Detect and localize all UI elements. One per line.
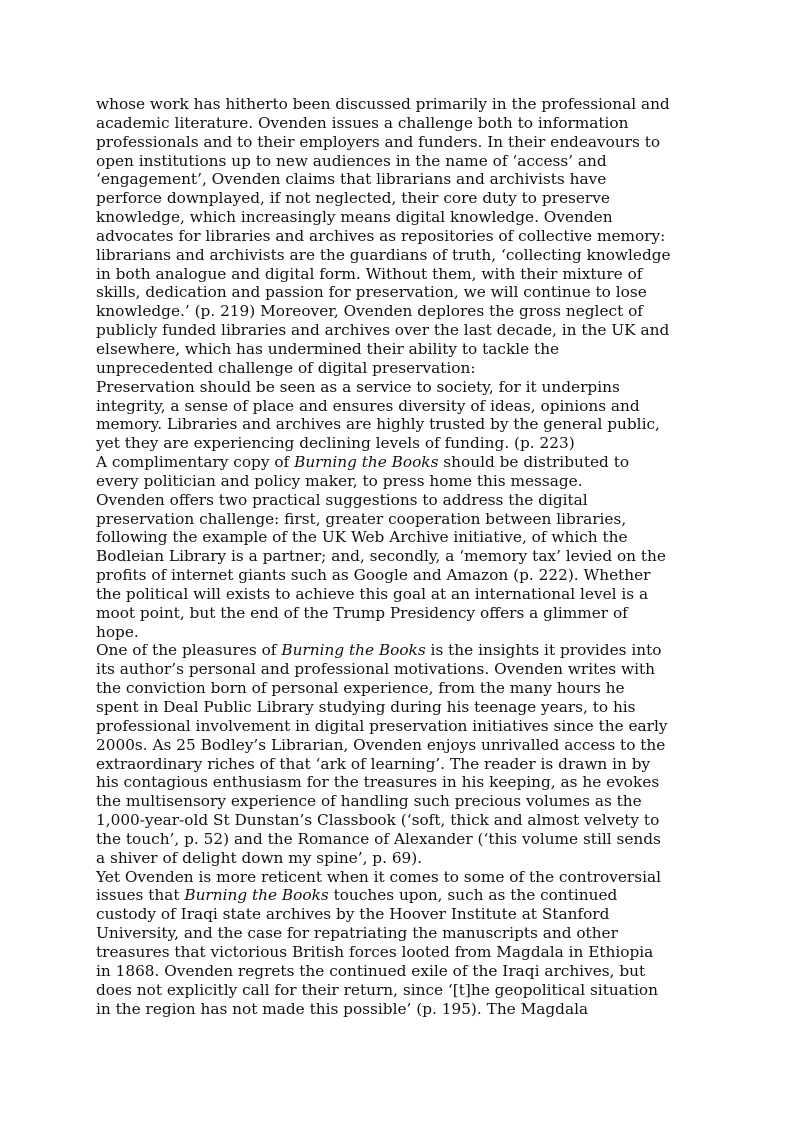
text-line [96,1000,708,1019]
text-line [96,152,708,171]
text-segment: University, and the case for repatriating the manuscripts and other [96,924,618,943]
text-segment: unprecedented challenge of digital preservation: [96,358,476,377]
text-segment: the multisensory experience of handling such precious volumes as the [96,792,642,811]
body-paragraph [96,95,708,378]
document-page [96,95,708,1018]
text-segment: elsewhere, which has undermined their ability to tackle the [96,339,560,358]
text-segment: yet they are experiencing declining levels of funding. (p. 223) [96,434,575,453]
text-line [96,472,708,491]
book-title-italic: Burning the Books [184,886,329,905]
text-segment: perforce downplayed, if not neglected, their core duty to preserve [96,189,610,208]
text-segment: advocates for libraries and archives as repositories of collective memory: [96,226,666,245]
text-segment: academic literature. Ovenden issues a challenge both to information [96,113,629,132]
text-segment: the political will exists to achieve this goal at an international level is a [96,584,649,603]
text-segment: its author’s personal and professional motivations. Ovenden writes with [96,660,655,679]
text-segment: in 1868. Ovenden regrets the continued exile of the Iraqi archives, but [96,961,646,980]
text-segment: the conviction born of personal experience, from the many hours he [96,679,625,698]
text-segment: in both analogue and digital form. Without them, with their mixture of [96,264,643,283]
text-line [96,246,708,265]
text-line [96,321,708,340]
text-segment: in the region has not made this possible’ (p. 195). The Magdala [96,999,589,1018]
body-paragraph [96,378,708,453]
text-line [96,453,708,472]
text-line [96,698,708,717]
text-segment: preservation challenge: first, greater cooperation between libraries, [96,509,627,528]
text-line [96,773,708,792]
text-line [96,905,708,924]
text-segment: knowledge, which increasingly means digital knowledge. Ovenden [96,208,613,227]
text-line [96,133,708,152]
body-paragraph [96,868,708,1019]
text-segment: every politician and policy maker, to press home this message. [96,471,583,490]
book-title-italic: Burning the Books [294,453,439,472]
text-segment: knowledge.’ (p. 219) Moreover, Ovenden deplores the gross neglect of [96,302,643,321]
text-segment: skills, dedication and passion for preservation, we will continue to lose [96,283,647,302]
text-segment: open institutions up to new audiences in the name of ‘access’ and [96,151,607,170]
text-segment: professional involvement in digital preservation initiatives since the early [96,716,668,735]
text-line [96,170,708,189]
text-line [96,510,708,529]
text-segment: integrity, a sense of place and ensures diversity of ideas, opinions and [96,396,640,415]
text-segment: memory. Libraries and archives are highly trusted by the general public, [96,415,660,434]
text-segment: spent in Deal Public Library studying during his teenage years, to his [96,698,636,716]
text-line [96,962,708,981]
text-line [96,943,708,962]
text-line [96,397,708,416]
text-line [96,811,708,830]
body-paragraph [96,491,708,642]
text-line [96,359,708,378]
text-segment: publicly funded libraries and archives over the last decade, in the UK and [96,321,670,340]
text-segment: ‘engagement’, Ovenden claims that librarians and archivists have [96,170,607,189]
text-segment: librarians and archivists are the guardians of truth, ‘collecting knowledge [96,245,671,264]
text-line [96,641,708,660]
text-segment: does not explicitly call for their return, since ‘[t]he geopolitical situation [96,980,658,999]
text-line [96,830,708,849]
text-line [96,415,708,434]
text-segment: extraordinary riches of that ‘ark of learning’. The reader is drawn in by [96,754,651,773]
text-segment: A complimentary copy of [96,453,295,472]
text-line [96,114,708,133]
text-line [96,265,708,284]
text-segment: should be distributed to [438,453,630,472]
text-segment: a shiver of delight down my spine’, p. 69). [96,848,423,867]
text-segment: hope. [96,622,139,641]
text-segment: 1,000-year-old St Dunstan’s Classbook (‘soft, thick and almost velvety to [96,811,660,830]
text-segment: touches upon, such as the continued [328,886,618,905]
text-segment: 2000s. As 25 Bodley’s Librarian, Ovenden enjoys unrivalled access to the [96,735,666,754]
text-line [96,283,708,302]
text-line [96,208,708,227]
text-segment: whose work has hitherto been discussed primarily in the professional and [96,95,670,113]
text-line [96,717,708,736]
text-line [96,849,708,868]
text-segment: treasures that victorious British forces looted from Magdala in Ethiopia [96,942,654,961]
text-segment: the touch’, p. 52) and the Romance of Alexander (‘this volume still sends [96,829,661,848]
text-line [96,340,708,359]
text-line [96,95,708,114]
text-line [96,566,708,585]
text-segment: Preservation should be seen as a service to society, for it underpins [96,377,620,396]
text-segment: issues that [96,886,185,905]
text-segment: his contagious enthusiasm for the treasures in his keeping, as he evokes [96,773,660,792]
text-line [96,302,708,321]
text-line [96,528,708,547]
text-line [96,981,708,1000]
text-line [96,378,708,397]
text-segment: is the insights it provides into [425,641,662,660]
text-segment: Bodleian Library is a partner; and, secondly, a ‘memory tax’ levied on the [96,547,666,566]
text-line [96,623,708,642]
body-paragraph [96,641,708,867]
text-line [96,189,708,208]
text-segment: moot point, but the end of the Trump Presidency offers a glimmer of [96,603,628,622]
text-line [96,547,708,566]
text-segment: Ovenden offers two practical suggestions to address the digital [96,490,588,509]
text-line [96,227,708,246]
text-segment: One of the pleasures of [96,641,282,660]
text-line [96,868,708,887]
text-line [96,585,708,604]
text-line [96,604,708,623]
text-segment: Yet Ovenden is more reticent when it comes to some of the controversial [96,867,661,886]
text-line [96,434,708,453]
text-line [96,924,708,943]
text-line [96,660,708,679]
text-segment: professionals and to their employers and funders. In their endeavours to [96,132,661,151]
text-line [96,679,708,698]
text-segment: profits of internet giants such as Google and Amazon (p. 222). Whether [96,566,651,585]
text-line [96,491,708,510]
body-paragraph [96,453,708,491]
book-title-italic: Burning the Books [281,641,426,660]
text-segment: following the example of the UK Web Archive initiative, of which the [96,528,628,547]
text-segment: custody of Iraqi state archives by the Hoover Institute at Stanford [96,905,610,924]
text-line [96,736,708,755]
text-line [96,792,708,811]
text-line [96,755,708,774]
text-line [96,886,708,905]
